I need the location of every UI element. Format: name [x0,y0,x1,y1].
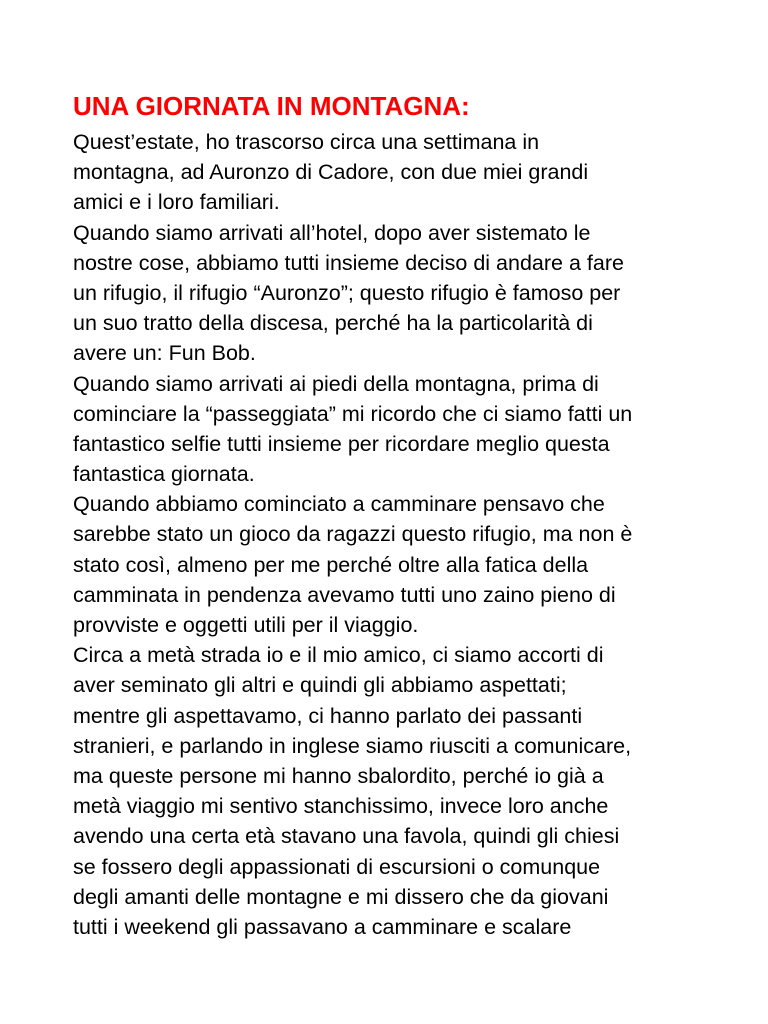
text-line: fantastica giornata. [73,462,255,487]
text-line: montagna, ad Auronzo di Cadore, con due miei grandi [73,160,589,185]
text-line: Quando abbiamo cominciato a camminare pensavo che [73,492,605,517]
text-line: camminata in pendenza avevamo tutti uno zaino pieno di [73,582,616,607]
text-line: amici e i loro familiari. [73,190,280,215]
text-line: avere un: Fun Bob. [73,341,256,366]
text-line: Quando siamo arrivati all’hotel, dopo aver sistemato le [73,220,591,245]
text-line: provviste e oggetti utili per il viaggio. [73,613,419,637]
text-line: fantastico selfie tutti insieme per ricordare meglio questa [73,431,610,456]
text-line: degli amanti delle montagne e mi dissero che da giovani [73,884,609,909]
text-line: se fossero degli appassionati di escursioni o comunque [73,854,601,879]
text-line: metà viaggio mi sentivo stanchissimo, invece loro anche [73,794,609,819]
text-line: ma queste persone mi hanno sbalordito, perché io già a [73,763,604,788]
text-line: stranieri, e parlando in inglese siamo riusciti a comunicare, [73,733,632,758]
text-line: Circa a metà strada io e il mio amico, ci siamo accorti di [73,643,604,668]
text-line: aver seminato gli altri e quindi gli abbiamo aspettati; [73,673,567,698]
text-line: cominciare la “passeggiata” mi ricordo che ci siamo fatti un [73,401,633,426]
document-title: UNA GIORNATA IN MONTAGNA: [73,91,470,121]
document-body [73,127,733,942]
text-line: sarebbe stato un gioco da ragazzi questo rifugio, ma non è [73,522,633,547]
text-line: tutti i weekend gli passavano a camminare e scalare [73,914,572,939]
text-line: nostre cose, abbiamo tutti insieme deciso di andare a fare [73,250,624,275]
text-line: Quest’estate, ho trascorso circa una settimana in [73,130,540,154]
text-line: Quando siamo arrivati ai piedi della montagna, prima di [73,371,599,396]
text-line: avendo una certa età stavano una favola, quindi gli chiesi [73,824,620,849]
text-line: un rifugio, il rifugio “Auronzo”; questo rifugio è famoso per [73,280,621,305]
text-line: un suo tratto della discesa, perché ha la particolarità di [73,311,593,336]
text-line: mentre gli aspettavamo, ci hanno parlato dei passanti [73,703,583,728]
text-line: stato così, almeno per me perché oltre alla fatica della [73,552,589,577]
